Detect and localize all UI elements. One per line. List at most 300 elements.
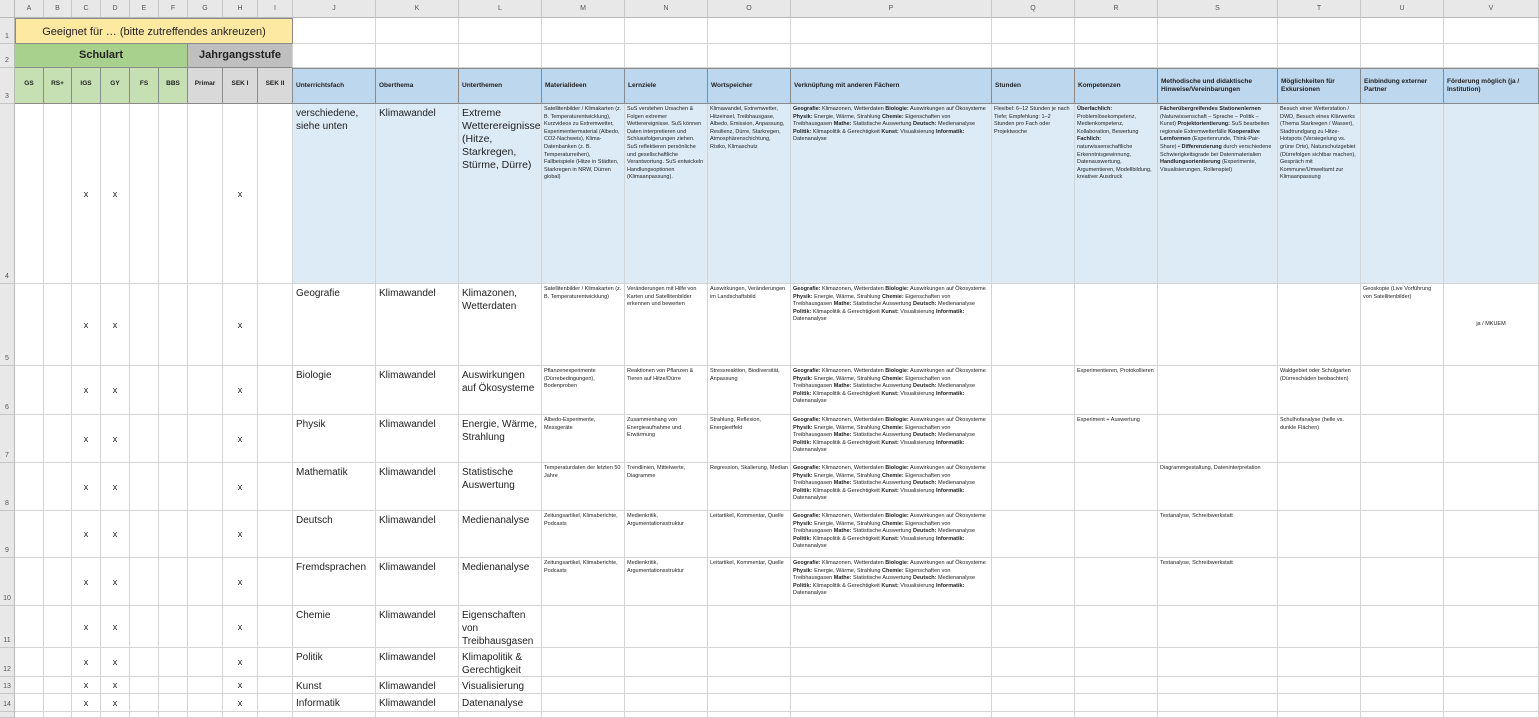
- oberthema-cell[interactable]: Klimawandel: [376, 284, 459, 366]
- mark-igs[interactable]: x: [72, 694, 101, 712]
- oberthema-cell[interactable]: Klimawandel: [376, 694, 459, 712]
- grid-cell[interactable]: [130, 284, 159, 366]
- row-header-13[interactable]: 13: [0, 677, 15, 694]
- column-header-p[interactable]: P: [791, 0, 992, 18]
- grid-cell[interactable]: [258, 511, 293, 558]
- stunden-cell[interactable]: [992, 284, 1075, 366]
- row-header-12[interactable]: 12: [0, 648, 15, 677]
- grid-cell[interactable]: [791, 712, 992, 718]
- methodik-cell[interactable]: [1158, 284, 1278, 366]
- kompetenzen-cell[interactable]: [1075, 284, 1158, 366]
- lernziele-cell[interactable]: [625, 694, 708, 712]
- grid-cell[interactable]: [258, 712, 293, 718]
- grid-cell[interactable]: [15, 558, 44, 606]
- mark-gy[interactable]: x: [101, 558, 130, 606]
- grid-cell[interactable]: [159, 648, 188, 677]
- methodik-cell[interactable]: [1158, 694, 1278, 712]
- column-header-t[interactable]: T: [1278, 0, 1361, 18]
- lernziele-cell[interactable]: Medienkritik, Argumentationsstruktur: [625, 511, 708, 558]
- mark-igs[interactable]: x: [72, 648, 101, 677]
- header-kompetenzen[interactable]: [1075, 68, 1158, 104]
- grid-cell[interactable]: [188, 415, 223, 463]
- column-header-i[interactable]: I: [258, 0, 293, 18]
- unterrichtsfach-cell[interactable]: Kunst: [293, 677, 376, 694]
- oberthema-cell[interactable]: Klimawandel: [376, 606, 459, 648]
- column-header-b[interactable]: B: [44, 0, 72, 18]
- mark-sek-i[interactable]: x: [223, 511, 258, 558]
- verknuepfung-cell[interactable]: [791, 463, 992, 511]
- mark-igs[interactable]: x: [72, 558, 101, 606]
- verknuepfung-cell[interactable]: [791, 694, 992, 712]
- grid-cell[interactable]: [159, 606, 188, 648]
- mark-igs[interactable]: x: [72, 511, 101, 558]
- foerderung-cell[interactable]: [1444, 648, 1539, 677]
- externe-partner-cell[interactable]: [1361, 104, 1444, 284]
- grid-cell[interactable]: [15, 284, 44, 366]
- row-header-14[interactable]: 14: [0, 694, 15, 712]
- unterthemen-cell[interactable]: Extreme Wetterereignisse (Hitze, Starkregen, Stürme, Dürre): [459, 104, 542, 284]
- grid-cell[interactable]: [159, 104, 188, 284]
- unterthemen-cell[interactable]: Statistische Auswertung: [459, 463, 542, 511]
- grid-cell[interactable]: [258, 366, 293, 415]
- row-header-6[interactable]: 6: [0, 366, 15, 415]
- grid-cell[interactable]: [459, 18, 542, 44]
- oberthema-cell[interactable]: Klimawandel: [376, 677, 459, 694]
- grid-cell[interactable]: [258, 558, 293, 606]
- grid-cell[interactable]: [130, 558, 159, 606]
- wortspeicher-cell[interactable]: Strahlung, Reflexion, Energieeffekt: [708, 415, 791, 463]
- grid-cell[interactable]: [130, 415, 159, 463]
- grid-cell[interactable]: [1075, 712, 1158, 718]
- header-rs-plus[interactable]: RS+: [44, 68, 72, 104]
- grid-cell[interactable]: [44, 558, 72, 606]
- grid-cell[interactable]: [188, 366, 223, 415]
- mark-igs[interactable]: x: [72, 606, 101, 648]
- grid-cell[interactable]: [791, 44, 992, 68]
- grid-cell[interactable]: [1444, 44, 1539, 68]
- grid-cell[interactable]: [188, 606, 223, 648]
- externe-partner-cell[interactable]: [1361, 366, 1444, 415]
- header-lernziele[interactable]: [625, 68, 708, 104]
- stunden-cell[interactable]: [992, 677, 1075, 694]
- exkursionen-cell[interactable]: [1278, 558, 1361, 606]
- lernziele-cell[interactable]: SuS verstehen Ursachen & Folgen extremer Wetterereignisse. SuS können Daten interpretieren und Schlussfolgerungen ziehen. SuS reflektieren persönliche und gesellschaftliche Verantwortung. SuS entwickeln Handlungsoptionen (Klimaanpassung).: [625, 104, 708, 284]
- grid-cell[interactable]: [1158, 712, 1278, 718]
- header-sek-i[interactable]: SEK I: [223, 68, 258, 104]
- mark-gy[interactable]: x: [101, 366, 130, 415]
- grid-cell[interactable]: [625, 18, 708, 44]
- lernziele-cell[interactable]: [625, 648, 708, 677]
- grid-cell[interactable]: [44, 415, 72, 463]
- exkursionen-cell[interactable]: [1278, 284, 1361, 366]
- grid-cell[interactable]: [159, 558, 188, 606]
- lernziele-cell[interactable]: [625, 677, 708, 694]
- foerderung-cell[interactable]: [1444, 677, 1539, 694]
- grid-cell[interactable]: [376, 18, 459, 44]
- grid-cell[interactable]: [1361, 44, 1444, 68]
- grid-cell[interactable]: [159, 463, 188, 511]
- unterthemen-cell[interactable]: Auswirkungen auf Ökosysteme: [459, 366, 542, 415]
- grid-cell[interactable]: [992, 44, 1075, 68]
- grid-cell[interactable]: [44, 366, 72, 415]
- grid-cell[interactable]: [459, 44, 542, 68]
- column-header-q[interactable]: Q: [992, 0, 1075, 18]
- grid-cell[interactable]: [542, 18, 625, 44]
- grid-cell[interactable]: [293, 44, 376, 68]
- verknuepfung-cell[interactable]: [791, 366, 992, 415]
- exkursionen-cell[interactable]: [1278, 694, 1361, 712]
- row-header-7[interactable]: 7: [0, 415, 15, 463]
- grid-cell[interactable]: [130, 366, 159, 415]
- verknuepfung-cell[interactable]: [791, 606, 992, 648]
- header-unterthemen[interactable]: [459, 68, 542, 104]
- foerderung-cell[interactable]: ja / MKUEM: [1444, 284, 1539, 366]
- row-header-9[interactable]: 9: [0, 511, 15, 558]
- row-header-8[interactable]: 8: [0, 463, 15, 511]
- stunden-cell[interactable]: [992, 558, 1075, 606]
- materialideen-cell[interactable]: Satellitenbilder / Klimakarten (z. B. Temperaturentwicklung), Kurzvideos zu Extremwetter, Experimentiermaterial (Albedo, CO2-Nachweis), Klima-Datenbanken (z. B. Temperaturreihen), Fallbeispiele (Hitze in Städten, Starkregen in NRW, Dürren global): [542, 104, 625, 284]
- grid-cell[interactable]: [159, 694, 188, 712]
- exkursionen-cell[interactable]: [1278, 511, 1361, 558]
- row-header-1[interactable]: 1: [0, 18, 15, 44]
- mark-sek-i[interactable]: x: [223, 694, 258, 712]
- foerderung-cell[interactable]: [1444, 104, 1539, 284]
- mark-sek-i[interactable]: x: [223, 104, 258, 284]
- mark-gy[interactable]: x: [101, 694, 130, 712]
- unterthemen-cell[interactable]: Klimapolitik & Gerechtigkeit: [459, 648, 542, 677]
- grid-cell[interactable]: [188, 648, 223, 677]
- grid-cell[interactable]: [159, 284, 188, 366]
- stunden-cell[interactable]: [992, 648, 1075, 677]
- methodik-cell[interactable]: [1158, 415, 1278, 463]
- grid-cell[interactable]: [258, 648, 293, 677]
- grid-cell[interactable]: [188, 104, 223, 284]
- header-oberthema[interactable]: [376, 68, 459, 104]
- methodik-cell[interactable]: Textanalyse, Schreibwerkstatt: [1158, 511, 1278, 558]
- foerderung-cell[interactable]: [1444, 558, 1539, 606]
- exkursionen-cell[interactable]: Waldgebiet oder Schulgarten (Dürreschäden beobachten): [1278, 366, 1361, 415]
- oberthema-cell[interactable]: Klimawandel: [376, 104, 459, 284]
- methodik-cell[interactable]: [1158, 648, 1278, 677]
- mark-igs[interactable]: x: [72, 463, 101, 511]
- verknuepfung-cell[interactable]: [791, 104, 992, 284]
- grid-cell[interactable]: [542, 712, 625, 718]
- mark-gy[interactable]: x: [101, 104, 130, 284]
- mark-sek-i[interactable]: x: [223, 415, 258, 463]
- grid-cell[interactable]: [188, 694, 223, 712]
- unterthemen-cell[interactable]: Medienanalyse: [459, 558, 542, 606]
- wortspeicher-cell[interactable]: [708, 694, 791, 712]
- grid-cell[interactable]: [44, 284, 72, 366]
- unterrichtsfach-cell[interactable]: Geografie: [293, 284, 376, 366]
- unterthemen-cell[interactable]: Medienanalyse: [459, 511, 542, 558]
- methodik-cell[interactable]: Diagrammgestaltung, Dateninterpretation: [1158, 463, 1278, 511]
- column-header-v[interactable]: V: [1444, 0, 1539, 18]
- column-header-l[interactable]: L: [459, 0, 542, 18]
- methodik-cell[interactable]: Textanalyse, Schreibwerkstatt: [1158, 558, 1278, 606]
- kompetenzen-cell[interactable]: Experimentieren, Protokollieren: [1075, 366, 1158, 415]
- exkursionen-cell[interactable]: [1278, 677, 1361, 694]
- header-foerderung[interactable]: [1444, 68, 1539, 104]
- externe-partner-cell[interactable]: [1361, 463, 1444, 511]
- row-header-3[interactable]: 3: [0, 68, 15, 104]
- grid-cell[interactable]: [130, 677, 159, 694]
- grid-cell[interactable]: [130, 712, 159, 718]
- grid-cell[interactable]: [625, 712, 708, 718]
- grid-cell[interactable]: [130, 648, 159, 677]
- grid-cell[interactable]: [1158, 18, 1278, 44]
- mark-igs[interactable]: x: [72, 284, 101, 366]
- materialideen-cell[interactable]: Satellitenbilder / Klimakarten (z. B. Temperaturentwicklung): [542, 284, 625, 366]
- column-header-a[interactable]: A: [15, 0, 44, 18]
- stunden-cell[interactable]: [992, 366, 1075, 415]
- grid-cell[interactable]: [44, 104, 72, 284]
- header-gs[interactable]: GS: [15, 68, 44, 104]
- methodik-cell[interactable]: [1158, 606, 1278, 648]
- mark-igs[interactable]: x: [72, 415, 101, 463]
- mark-gy[interactable]: x: [101, 511, 130, 558]
- header-primar[interactable]: Primar: [188, 68, 223, 104]
- column-header-k[interactable]: K: [376, 0, 459, 18]
- column-header-g[interactable]: G: [188, 0, 223, 18]
- wortspeicher-cell[interactable]: Leitartikel, Kommentar, Quelle: [708, 511, 791, 558]
- mark-igs[interactable]: x: [72, 677, 101, 694]
- verknuepfung-cell[interactable]: [791, 558, 992, 606]
- methodik-cell[interactable]: [1158, 677, 1278, 694]
- grid-cell[interactable]: [258, 606, 293, 648]
- wortspeicher-cell[interactable]: Klimawandel, Extremwetter, Hitzeinsel, Treibhausgase, Albedo, Emission, Anpassung, Resilienz, Dürre, Starkregen, Atmosphärenschichtung, Risiko, Klimaschutz: [708, 104, 791, 284]
- grid-cell[interactable]: [159, 366, 188, 415]
- header-externe-partner[interactable]: [1361, 68, 1444, 104]
- grid-cell[interactable]: [258, 677, 293, 694]
- kompetenzen-cell[interactable]: [1075, 677, 1158, 694]
- header-igs[interactable]: IGS: [72, 68, 101, 104]
- grid-cell[interactable]: [44, 677, 72, 694]
- mark-sek-i[interactable]: x: [223, 606, 258, 648]
- suitability-title[interactable]: Geeignet für … (bitte zutreffendes ankreuzen): [15, 18, 293, 44]
- row-header-15[interactable]: [0, 712, 15, 718]
- verknuepfung-cell[interactable]: [791, 415, 992, 463]
- grid-cell[interactable]: [188, 558, 223, 606]
- unterthemen-cell[interactable]: Energie, Wärme, Strahlung: [459, 415, 542, 463]
- grid-cell[interactable]: [15, 648, 44, 677]
- wortspeicher-cell[interactable]: Stressreaktion, Biodiversität, Anpassung: [708, 366, 791, 415]
- grid-cell[interactable]: [15, 511, 44, 558]
- column-header-u[interactable]: U: [1361, 0, 1444, 18]
- lernziele-cell[interactable]: Medienkritik, Argumentationsstruktur: [625, 558, 708, 606]
- externe-partner-cell[interactable]: [1361, 511, 1444, 558]
- foerderung-cell[interactable]: [1444, 511, 1539, 558]
- foerderung-cell[interactable]: [1444, 463, 1539, 511]
- grid-cell[interactable]: [1278, 18, 1361, 44]
- column-header-c[interactable]: C: [72, 0, 101, 18]
- grid-cell[interactable]: [1361, 18, 1444, 44]
- mark-gy[interactable]: x: [101, 677, 130, 694]
- materialideen-cell[interactable]: Zeitungsartikel, Klimaberichte, Podcasts: [542, 511, 625, 558]
- grid-cell[interactable]: [130, 463, 159, 511]
- materialideen-cell[interactable]: Albedo-Experimente, Messgeräte: [542, 415, 625, 463]
- header-exkursionen[interactable]: [1278, 68, 1361, 104]
- unterrichtsfach-cell[interactable]: Chemie: [293, 606, 376, 648]
- foerderung-cell[interactable]: [1444, 415, 1539, 463]
- verknuepfung-cell[interactable]: [791, 511, 992, 558]
- externe-partner-cell[interactable]: [1361, 694, 1444, 712]
- stunden-cell[interactable]: [992, 606, 1075, 648]
- grid-cell[interactable]: [159, 415, 188, 463]
- grid-cell[interactable]: [708, 712, 791, 718]
- stunden-cell[interactable]: [992, 415, 1075, 463]
- wortspeicher-cell[interactable]: Regression, Skalierung, Median: [708, 463, 791, 511]
- mark-gy[interactable]: x: [101, 606, 130, 648]
- grid-cell[interactable]: [15, 694, 44, 712]
- grid-cell[interactable]: [15, 712, 44, 718]
- unterrichtsfach-cell[interactable]: Informatik: [293, 694, 376, 712]
- stunden-cell[interactable]: [992, 463, 1075, 511]
- grid-cell[interactable]: [258, 104, 293, 284]
- unterrichtsfach-cell[interactable]: Physik: [293, 415, 376, 463]
- grid-cell[interactable]: [708, 18, 791, 44]
- grid-cell[interactable]: [1278, 712, 1361, 718]
- grid-cell[interactable]: [44, 511, 72, 558]
- unterthemen-cell[interactable]: Klimazonen, Wetterdaten: [459, 284, 542, 366]
- externe-partner-cell[interactable]: [1361, 648, 1444, 677]
- grid-cell[interactable]: [44, 648, 72, 677]
- grid-cell[interactable]: [708, 44, 791, 68]
- verknuepfung-cell[interactable]: [791, 677, 992, 694]
- header-unterrichtsfach[interactable]: [293, 68, 376, 104]
- oberthema-cell[interactable]: Klimawandel: [376, 415, 459, 463]
- jahrgangsstufe-group-header[interactable]: Jahrgangsstufe: [188, 44, 293, 68]
- grid-cell[interactable]: [376, 712, 459, 718]
- grid-cell[interactable]: [44, 606, 72, 648]
- schulart-group-header[interactable]: Schulart: [15, 44, 188, 68]
- grid-cell[interactable]: [159, 511, 188, 558]
- grid-cell[interactable]: [15, 366, 44, 415]
- kompetenzen-cell[interactable]: [1075, 558, 1158, 606]
- header-gy[interactable]: GY: [101, 68, 130, 104]
- mark-gy[interactable]: x: [101, 284, 130, 366]
- unterrichtsfach-cell[interactable]: Mathematik: [293, 463, 376, 511]
- kompetenzen-cell[interactable]: [1075, 606, 1158, 648]
- unterrichtsfach-cell[interactable]: Fremdsprachen: [293, 558, 376, 606]
- header-stunden[interactable]: [992, 68, 1075, 104]
- row-header-2[interactable]: 2: [0, 44, 15, 68]
- kompetenzen-cell[interactable]: [1075, 104, 1158, 284]
- grid-cell[interactable]: [130, 694, 159, 712]
- kompetenzen-cell[interactable]: [1075, 511, 1158, 558]
- column-header-h[interactable]: H: [223, 0, 258, 18]
- grid-cell[interactable]: [1158, 44, 1278, 68]
- kompetenzen-cell[interactable]: [1075, 648, 1158, 677]
- grid-cell[interactable]: [188, 511, 223, 558]
- grid-cell[interactable]: [1075, 18, 1158, 44]
- foerderung-cell[interactable]: [1444, 606, 1539, 648]
- oberthema-cell[interactable]: Klimawandel: [376, 511, 459, 558]
- mark-sek-i[interactable]: x: [223, 284, 258, 366]
- stunden-cell[interactable]: [992, 511, 1075, 558]
- column-header-f[interactable]: F: [159, 0, 188, 18]
- grid-cell[interactable]: [188, 677, 223, 694]
- unterthemen-cell[interactable]: Datenanalyse: [459, 694, 542, 712]
- unterrichtsfach-cell[interactable]: Deutsch: [293, 511, 376, 558]
- grid-cell[interactable]: [1278, 44, 1361, 68]
- header-verknuepfung[interactable]: [791, 68, 992, 104]
- grid-cell[interactable]: [1075, 44, 1158, 68]
- materialideen-cell[interactable]: Pflanzenexperimente (Dürrebedingungen), Bodenproben: [542, 366, 625, 415]
- stunden-cell[interactable]: Flexibel: 6–12 Stunden je nach Tiefe; Empfehlung: 1–2 Stunden pro Fach oder Projektwoche: [992, 104, 1075, 284]
- grid-cell[interactable]: [992, 18, 1075, 44]
- grid-cell[interactable]: [992, 712, 1075, 718]
- grid-cell[interactable]: [130, 104, 159, 284]
- materialideen-cell[interactable]: [542, 606, 625, 648]
- wortspeicher-cell[interactable]: Auswirkungen, Veränderungen im Landschaftsbild: [708, 284, 791, 366]
- grid-cell[interactable]: [293, 18, 376, 44]
- oberthema-cell[interactable]: Klimawandel: [376, 366, 459, 415]
- verknuepfung-cell[interactable]: [791, 284, 992, 366]
- grid-cell[interactable]: [542, 44, 625, 68]
- unterrichtsfach-cell[interactable]: Politik: [293, 648, 376, 677]
- lernziele-cell[interactable]: Trendlinien, Mittelwerte, Diagramme: [625, 463, 708, 511]
- materialideen-cell[interactable]: Zeitungsartikel, Klimaberichte, Podcasts: [542, 558, 625, 606]
- oberthema-cell[interactable]: Klimawandel: [376, 558, 459, 606]
- grid-cell[interactable]: [376, 44, 459, 68]
- foerderung-cell[interactable]: [1444, 694, 1539, 712]
- methodik-cell[interactable]: [1158, 366, 1278, 415]
- materialideen-cell[interactable]: [542, 677, 625, 694]
- column-header-j[interactable]: J: [293, 0, 376, 18]
- wortspeicher-cell[interactable]: Leitartikel, Kommentar, Quelle: [708, 558, 791, 606]
- grid-cell[interactable]: [223, 712, 258, 718]
- mark-sek-i[interactable]: x: [223, 648, 258, 677]
- unterrichtsfach-cell[interactable]: verschiedene, siehe unten: [293, 104, 376, 284]
- grid-cell[interactable]: [15, 606, 44, 648]
- grid-cell[interactable]: [15, 677, 44, 694]
- mark-gy[interactable]: x: [101, 648, 130, 677]
- grid-cell[interactable]: [44, 712, 72, 718]
- header-materialideen[interactable]: [542, 68, 625, 104]
- grid-cell[interactable]: [130, 606, 159, 648]
- wortspeicher-cell[interactable]: [708, 606, 791, 648]
- stunden-cell[interactable]: [992, 694, 1075, 712]
- grid-cell[interactable]: [258, 463, 293, 511]
- grid-cell[interactable]: [159, 712, 188, 718]
- grid-cell[interactable]: [15, 104, 44, 284]
- grid-cell[interactable]: [188, 284, 223, 366]
- mark-gy[interactable]: x: [101, 415, 130, 463]
- lernziele-cell[interactable]: Reaktionen von Pflanzen & Tieren auf Hitze/Dürre: [625, 366, 708, 415]
- row-header-4[interactable]: 4: [0, 104, 15, 284]
- grid-cell[interactable]: [459, 712, 542, 718]
- materialideen-cell[interactable]: [542, 648, 625, 677]
- unterthemen-cell[interactable]: Eigenschaften von Treibhausgasen: [459, 606, 542, 648]
- grid-cell[interactable]: [72, 712, 101, 718]
- row-header-11[interactable]: 11: [0, 606, 15, 648]
- select-all-corner[interactable]: [0, 0, 15, 18]
- unterrichtsfach-cell[interactable]: Biologie: [293, 366, 376, 415]
- header-sek-ii[interactable]: SEK II: [258, 68, 293, 104]
- externe-partner-cell[interactable]: [1361, 415, 1444, 463]
- oberthema-cell[interactable]: Klimawandel: [376, 648, 459, 677]
- exkursionen-cell[interactable]: Besuch einer Wetterstation / DWD, Besuch eines Klärwerks (Thema Starkregen / Wasser), Stadtrundgang zu Hitze-Hotspots (Versiegelung vs. grüne Orte), Naturschutzgebiet (Dürrefolgen sichtbar machen), Gespräch mit Kommune/Umweltamt zur Klimaanpassung: [1278, 104, 1361, 284]
- header-bbs[interactable]: BBS: [159, 68, 188, 104]
- row-header-10[interactable]: 10: [0, 558, 15, 606]
- column-header-s[interactable]: S: [1158, 0, 1278, 18]
- grid-cell[interactable]: [791, 18, 992, 44]
- exkursionen-cell[interactable]: Schulhofanalyse (helle vs. dunkle Flächen): [1278, 415, 1361, 463]
- externe-partner-cell[interactable]: Geoskopie (Live Vorführung von Satellitenbilder): [1361, 284, 1444, 366]
- oberthema-cell[interactable]: Klimawandel: [376, 463, 459, 511]
- grid-cell[interactable]: [101, 712, 130, 718]
